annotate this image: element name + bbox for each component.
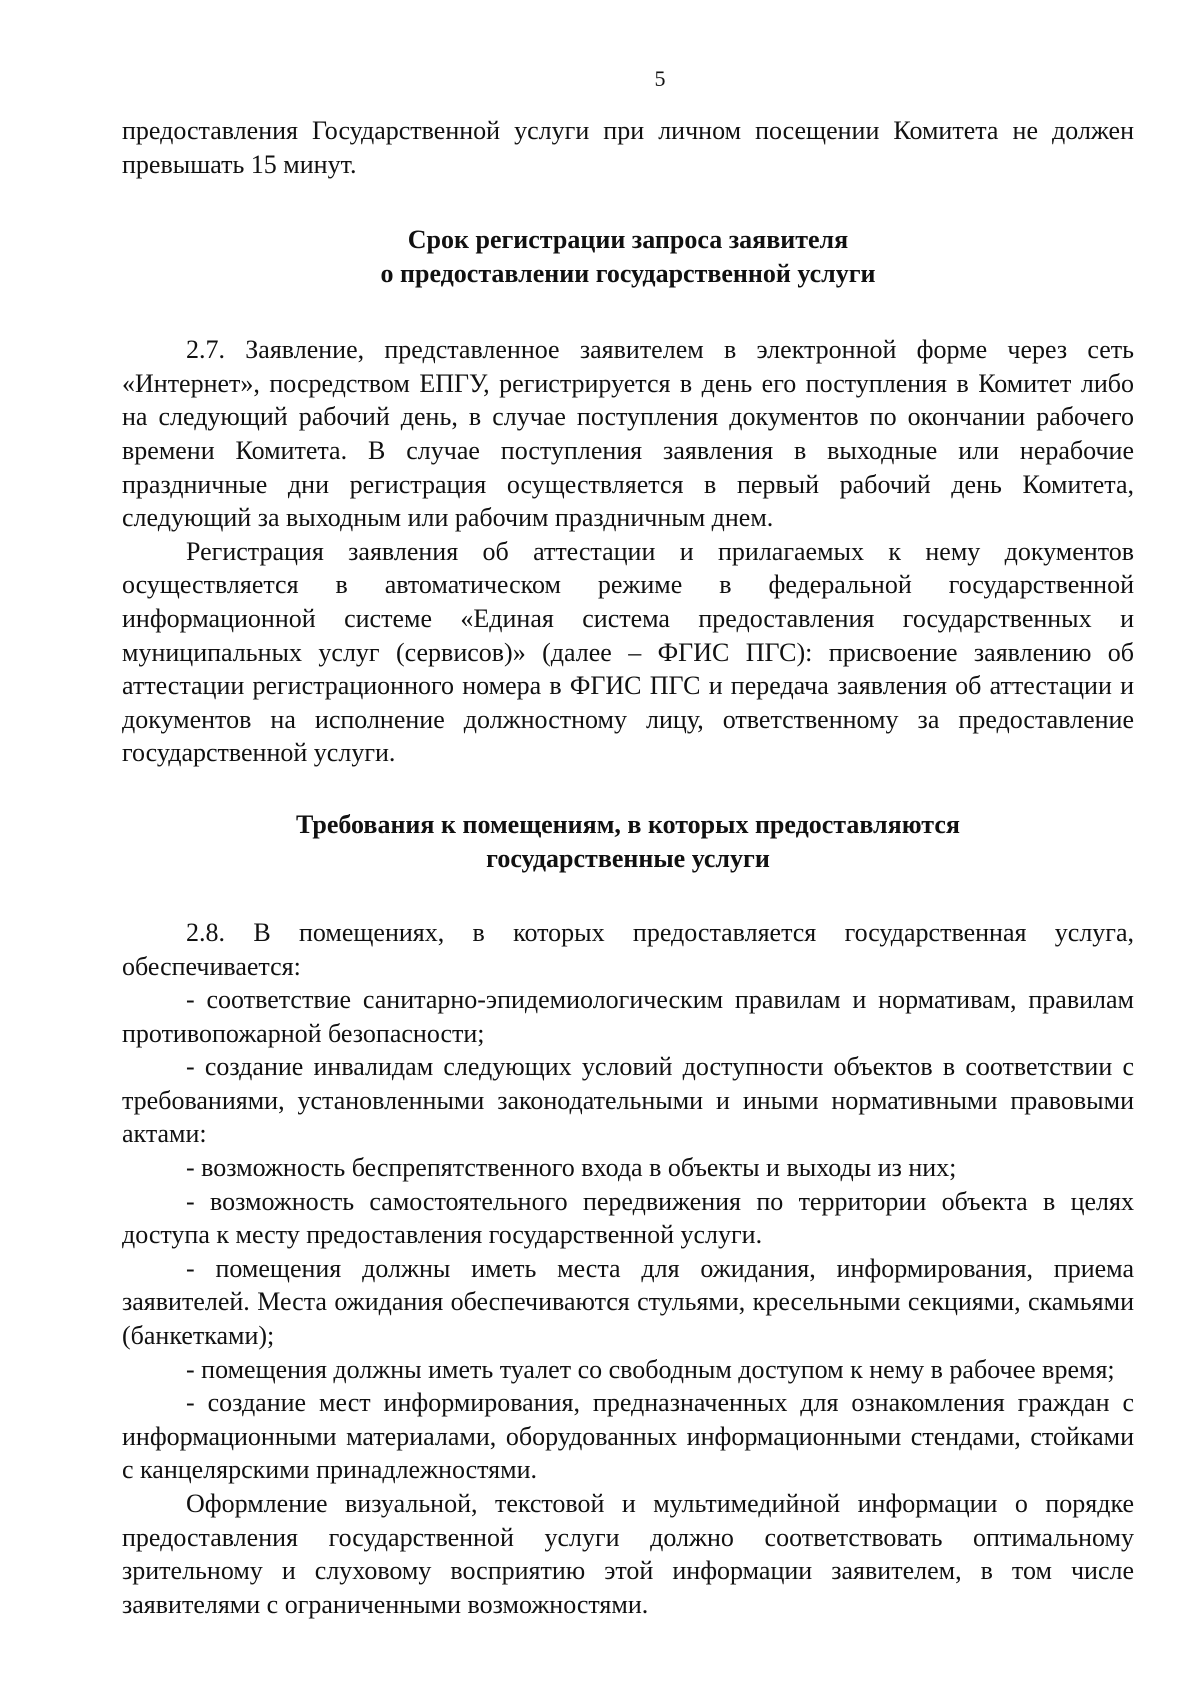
list-item: - возможность самостоятельного передвижения по территории объекта в целях доступа к месту предоставления государственной услуги. [122, 1186, 1134, 1250]
intro-paragraph: предоставления Государственной услуги при личном посещении Комитета не должен превышать 15 минут. [122, 116, 1134, 179]
list-item: - возможность беспрепятственного входа в объекты и выходы из них; [186, 1153, 957, 1183]
list-item: - помещения должны иметь туалет со свободным доступом к нему в рабочее время; [186, 1354, 1115, 1384]
paragraph-2-8: 2.8. В помещениях, в которых предоставляется государственная услуга, обеспечивается: [122, 917, 1134, 981]
heading-line: Срок регистрации запроса заявителя [407, 225, 849, 255]
section-heading-premises [122, 808, 1134, 876]
list-item: - помещения должны иметь места для ожидания, информирования, приема заявителей. Места ожидания обеспечиваются стульями, кресельными секциями, скамьями (банкетками); [122, 1253, 1134, 1351]
document-body [122, 114, 1134, 1621]
page-number: 5 [654, 66, 666, 91]
heading-line: о предоставлении государственной услуги [380, 259, 876, 289]
list-item: - создание мест информирования, предназначенных для ознакомления граждан с информационными материалами, оборудованных информационными стендами, стойками с канцелярскими принадлежностями. [122, 1388, 1134, 1485]
list-item: - создание инвалидам следующих условий доступности объектов в соответствии с требованиями, установленными законодательными и иными нормативными правовыми актами: [122, 1052, 1134, 1149]
paragraph-design: Оформление визуальной, текстовой и мультимедийной информации о порядке предоставления государственной услуги должно соответствовать оптимальному зрительному и слуховому восприятию этой информации заявителем, в том числе заявителями с ограниченными возможностями. [122, 1489, 1134, 1619]
paragraph-2-7: 2.7. Заявление, представленное заявителем в электронной форме через сеть «Интернет», посредством ЕПГУ, регистрируется в день его поступления в Комитет либо на следующий рабочий день, в случае поступления документов по окончании рабочего времени Комитета. В случае поступления заявления в выходные или нерабочие праздничные дни регистрация осуществляется в первый рабочий день Комитета, следующий за выходным или рабочим праздничным днем. [122, 335, 1134, 533]
paragraph-registration: Регистрация заявления об аттестации и прилагаемых к нему документов осуществляется в автоматическом режиме в федеральной государственной информационной системе «Единая система предоставления государственных и муниципальных услуг (сервисов)» (далее – ФГИС ПГС): присвоение заявлению об аттестации регистрационного номера в ФГИС ПГС и передача заявления об аттестации и документов на исполнение должностному лицу, ответственному за предоставление государственной услуги. [122, 536, 1134, 768]
section-heading-registration [122, 223, 1134, 291]
heading-line: государственные услуги [486, 843, 770, 873]
heading-line: Требования к помещениям, в которых предоставляются [296, 809, 960, 839]
list-item: - соответствие санитарно-эпидемиологическим правилам и нормативам, правилам противопожарной безопасности; [122, 985, 1134, 1048]
